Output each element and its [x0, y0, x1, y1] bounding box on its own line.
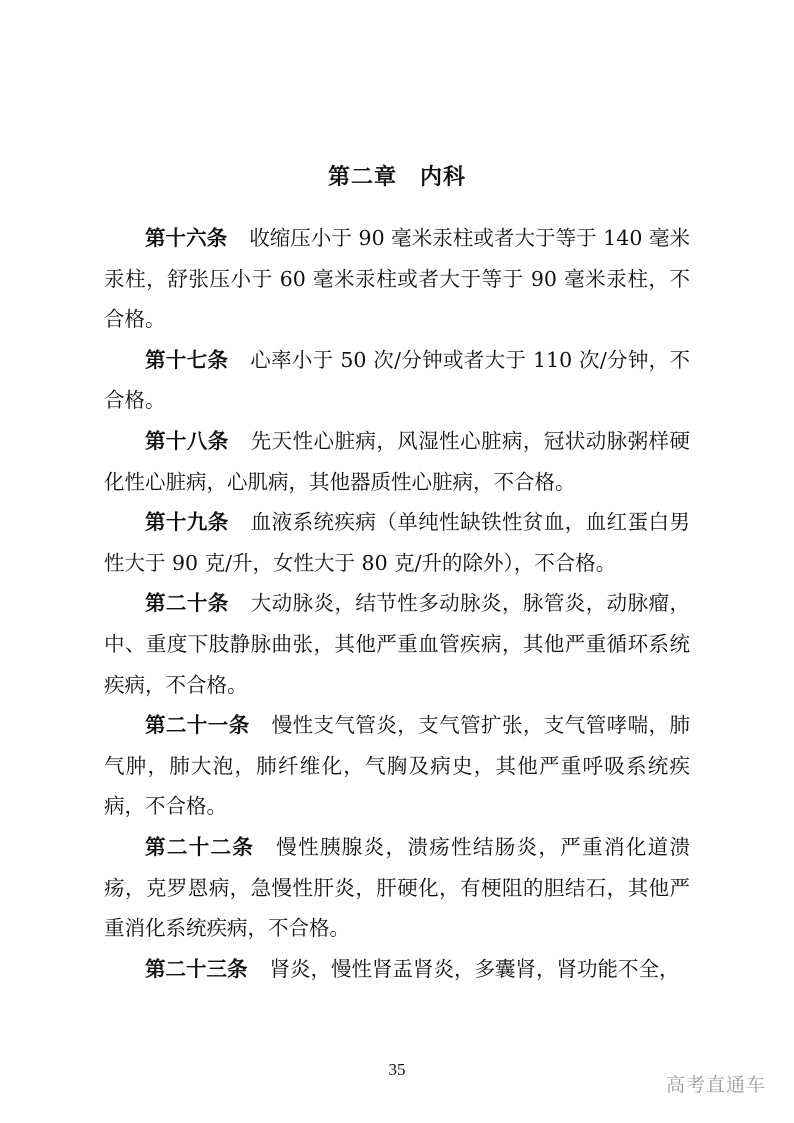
article-text: 收缩压小于 90 毫米汞柱或者大于等于 140 毫米汞柱，舒张压小于 60 毫米汞柱或者大于等于 90 毫米汞柱，不合格。	[104, 226, 690, 332]
article-text: 大动脉炎，结节性多动脉炎，脉管炎，动脉瘤，中、重度下肢静脉曲张，其他严重血管疾病，其他严重循环系统疾病，不合格。	[104, 591, 690, 697]
article-text: 慢性支气管炎，支气管扩张，支气管哮喘，肺气肿，肺大泡，肺纤维化，气胸及病史，其他严重呼吸系统疾病，不合格。	[104, 713, 690, 819]
watermark-logo-text: 高考直通车	[665, 1074, 766, 1096]
article-text: 心率小于 50 次/分钟或者大于 110 次/分钟，不合格。	[104, 347, 690, 413]
article-18	[104, 421, 690, 502]
article-text: 血液系统疾病（单纯性缺铁性贫血，血红蛋白男性大于 90 克/升，女性大于 80 克/升的除外），不合格。	[104, 510, 690, 575]
article-number: 第二十一条	[145, 713, 250, 738]
article-text: 慢性胰腺炎，溃疡性结肠炎，严重消化道溃疡，克罗恩病，急慢性肝炎，肝硬化，有梗阻的胆结石，其他严重消化系统疾病，不合格。	[104, 834, 691, 941]
document-body	[104, 218, 690, 989]
article-text: 先天性心脏病，风湿性心脏病，冠状动脉粥样硬化性心脏病，心肌病，其他器质性心脏病，不合格。	[104, 428, 690, 494]
article-22	[104, 827, 690, 949]
article-number: 第十八条	[145, 428, 229, 453]
article-number: 第十六条	[145, 226, 228, 250]
article-23	[104, 949, 690, 990]
article-17	[104, 340, 690, 421]
article-20	[104, 583, 690, 705]
article-number: 第十七条	[145, 347, 229, 372]
article-19	[104, 502, 690, 583]
article-number: 第二十条	[145, 591, 229, 616]
article-21	[104, 705, 690, 827]
article-number: 第二十二条	[145, 834, 255, 859]
article-number: 第二十三条	[145, 956, 248, 981]
page-number: 35	[388, 1060, 406, 1079]
article-number: 第十九条	[145, 510, 229, 535]
article-text: 肾炎，慢性肾盂肾炎，多囊肾，肾功能不全，	[269, 956, 680, 981]
chapter-title: 第二章 内科	[327, 165, 466, 190]
article-16	[104, 218, 690, 340]
